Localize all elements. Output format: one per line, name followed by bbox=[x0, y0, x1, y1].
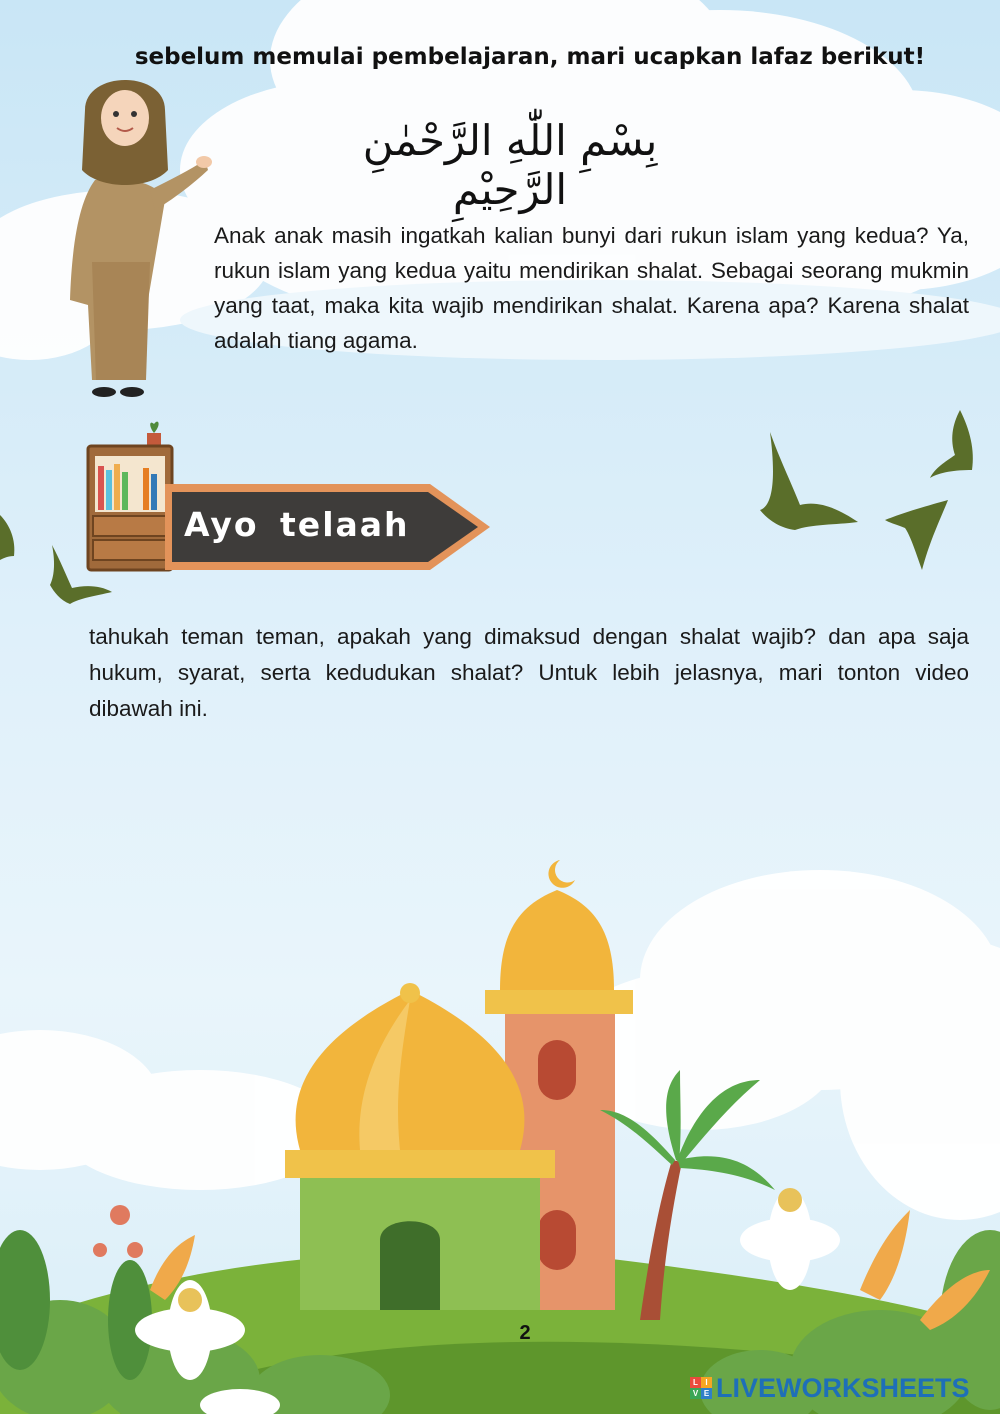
badge-letter: I bbox=[701, 1377, 712, 1388]
bismillah-calligraphy: بِسْمِ اللّٰهِ الرَّحْمٰنِ الرَّحِيْمِ bbox=[362, 116, 658, 214]
intro-paragraph: Anak anak masih ingatkah kalian bunyi dari rukun islam yang kedua? Ya, rukun islam yang kedua yaitu mendirikan shalat. Sebagai seorang mukmin yang taat, maka kita wajib mendirikan shalat. Karena apa? Karena shalat adalah tiang agama. bbox=[214, 223, 969, 353]
body-paragraph: tahukah teman teman, apakah yang dimaksud dengan shalat wajib? dan apa saja hukum, syarat, serta kedudukan shalat? Untuk lebih jelasnya, mari tonton video dibawah ini. bbox=[89, 624, 969, 721]
page-number: 2 bbox=[519, 1322, 531, 1344]
badge-letter: L bbox=[690, 1377, 701, 1388]
badge-letter: V bbox=[690, 1388, 701, 1399]
brand-badge-icon bbox=[690, 1377, 712, 1399]
section-banner-label: Ayo telaah bbox=[184, 505, 410, 544]
liveworksheets-logo[interactable] bbox=[690, 1372, 970, 1404]
badge-letter: E bbox=[701, 1388, 712, 1399]
brand-name: LIVEWORKSHEETS bbox=[716, 1372, 970, 1403]
instruction-heading: sebelum memulai pembelajaran, mari ucapkan lafaz berikut! bbox=[134, 44, 926, 70]
